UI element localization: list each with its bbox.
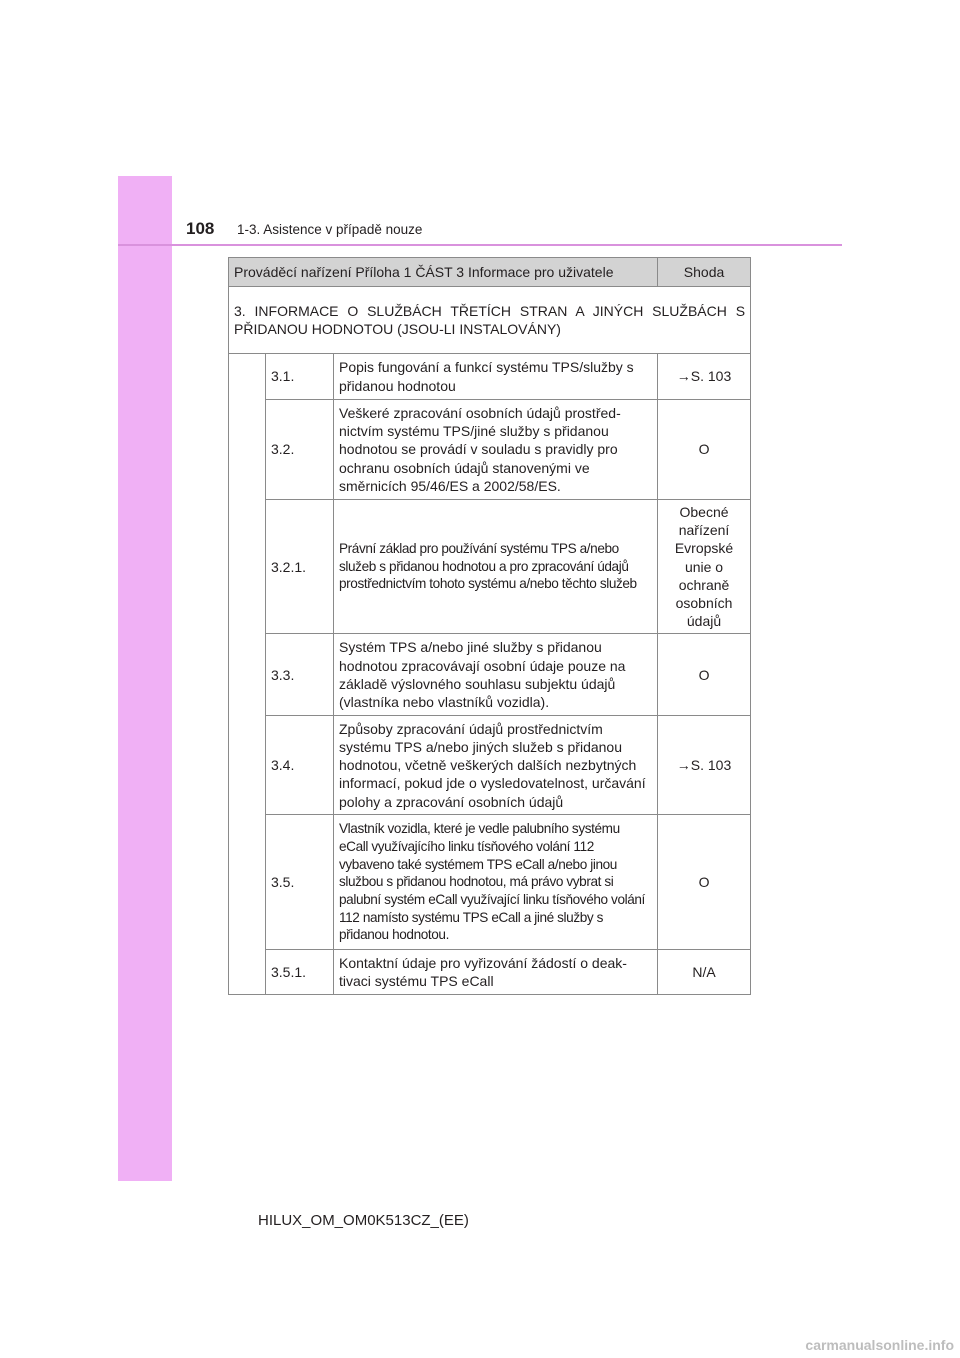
section-heading: 3. INFORMACE O SLUŽBÁCH TŘETÍCH STRAN A JINÝCH SLUŽBÁCH S PŘIDANOU HODNOTOU (JSOU-LI INSTALOVÁNY) (229, 287, 751, 354)
row-compliance: →S. 103 (658, 716, 751, 815)
indent-cell (229, 354, 266, 995)
table-row (229, 950, 751, 995)
row-number: 3.5.1. (266, 950, 334, 995)
watermark: carmanualsonline.info (805, 1337, 954, 1353)
row-number: 3.3. (266, 634, 334, 716)
row-compliance: Obecné nařízení Evropské unie o ochraně osobních údajů (658, 500, 751, 634)
section-row (229, 287, 751, 354)
row-compliance: N/A (658, 950, 751, 995)
column-header-compliance: Shoda (658, 258, 751, 287)
row-number: 3.2.1. (266, 500, 334, 634)
column-header-regulation: Prováděcí nařízení Příloha 1 ČÁST 3 Informace pro uživatele (229, 258, 658, 287)
compliance-table (228, 257, 751, 995)
section-title: 1-3. Asistence v případě nouze (237, 222, 423, 237)
row-number: 3.1. (266, 354, 334, 400)
row-compliance: O (658, 634, 751, 716)
row-number: 3.5. (266, 815, 334, 950)
row-compliance: →S. 103 (658, 354, 751, 400)
side-color-band (118, 176, 172, 1181)
row-description: Veškeré zpracování osobních údajů prostřednictvím systému TPS/jiné služby s přidanou hodnotou se provádí v souladu s pravidly pro ochranu osobních údajů stanovenými ve směrnicích 95/46/ES a 2002/58/ES. (334, 400, 658, 500)
page-number: 108 (186, 219, 215, 238)
table-row (229, 500, 751, 634)
row-compliance: O (658, 400, 751, 500)
table-header-row (229, 258, 751, 287)
row-description: Právní základ pro používání systému TPS a/nebo služeb s přidanou hodnotou a pro zpracování údajů prostřednictvím tohoto systému a/nebo těchto služeb (334, 500, 658, 634)
table-row (229, 634, 751, 716)
table-row (229, 400, 751, 500)
table-row (229, 815, 751, 950)
document-code: HILUX_OM_OM0K513CZ_(EE) (258, 1212, 469, 1229)
header-divider (118, 244, 842, 246)
row-description: Vlastník vozidla, které je vedle palubního systému eCall využívajícího linku tísňového volání 112 vybaveno také systémem TPS eCall a/nebo jinou službou s přidanou hodnotou, má právo vybrat si palubní systém eCall využívající linku tísňového volání 112 namísto systému TPS eCall a jiné služby s přidanou hodnotou. (334, 815, 658, 950)
row-description: Popis fungování a funkcí systému TPS/služby s přidanou hodnotou (334, 354, 658, 400)
row-description: Systém TPS a/nebo jiné služby s přidanou hodnotou zpracovávají osobní údaje pouze na základě výslovného souhlasu subjektu údajů (vlastníka nebo vlastníků vozidla). (334, 634, 658, 716)
row-description: Kontaktní údaje pro vyřizování žádostí o deaktivaci systému TPS eCall (334, 950, 658, 995)
table-row (229, 716, 751, 815)
table-row (229, 354, 751, 400)
row-description: Způsoby zpracování údajů prostřednictvím systému TPS a/nebo jiných služeb s přidanou hodnotou, včetně veškerých dalších nezbytných informací, pokud jde o vysledovatelnost, určavání polohy a zpracování osobních údajů (334, 716, 658, 815)
row-number: 3.2. (266, 400, 334, 500)
row-number: 3.4. (266, 716, 334, 815)
row-compliance: O (658, 815, 751, 950)
